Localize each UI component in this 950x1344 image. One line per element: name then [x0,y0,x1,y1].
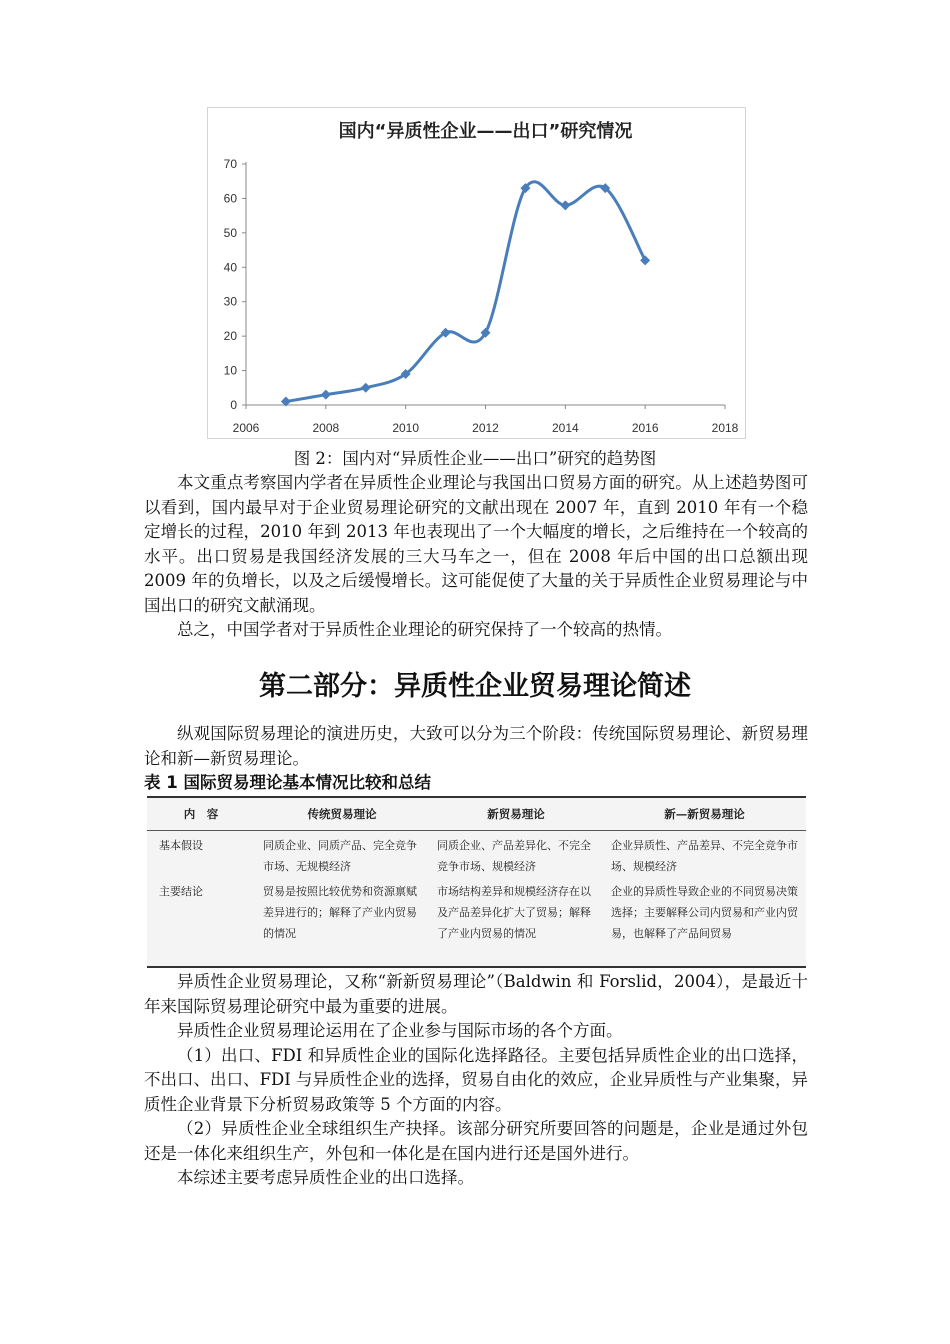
table-header-cell: 内 容 [147,797,255,831]
paragraph: （2）异质性企业全球组织生产抉择。该部分研究所要回答的问题是，企业是通过外包还是一体化来组织生产，外包和一体化是在国内进行还是国外进行。 [144,1119,808,1163]
table-cell: 企业的异质性导致企业的不同贸易决策选择；主要解释公司内贸易和产业内贸易，也解释了产品间贸易 [611,885,798,940]
paragraph: 异质性企业贸易理论运用在了企业参与国际市场的各个方面。 [177,1021,623,1040]
intro-text [144,722,808,771]
paragraph: （1）出口、FDI 和异质性企业的国际化选择路径。主要包括异质性企业的出口选择，不出口、出口、FDI 与异质性企业的选择，贸易自由化的效应，企业异质性与产业集聚，异质性企业背景下分析贸易政策等 5 个方面的内容。 [144,1045,808,1114]
chart-title: 国内“异质性企业——出口”研究情况 [338,121,633,142]
table-cell: 同质企业、产品差异化、不完全竞争市场、规模经济 [437,839,591,873]
figure-caption: 图 2：国内对“异质性企业——出口”研究的趋势图 [293,449,657,468]
body-text-top [144,471,808,643]
data-point-marker [361,383,371,393]
trend-line-chart [208,108,747,440]
paragraph: 总之，中国学者对于异质性企业理论的研究保持了一个较高的热情。 [177,620,672,639]
x-tick-label: 2010 [392,421,420,435]
table-header-cell: 传统贸易理论 [255,797,429,831]
table-cell: 企业异质性、产品差异、不完全竞争市场、规模经济 [611,839,798,873]
section-heading: 第二部分：异质性企业贸易理论简述 [259,671,691,702]
y-tick-label: 70 [223,157,237,171]
data-point-marker [560,200,570,210]
y-tick-label: 60 [223,191,237,206]
table-row [147,831,806,878]
table-title: 表 1 国际贸易理论基本情况比较和总结 [144,773,431,792]
body-text-bottom [144,970,808,1191]
x-tick-label: 2018 [711,421,739,435]
comparison-table [147,796,806,968]
y-tick-label: 40 [223,260,237,275]
x-tick-label: 2012 [472,421,499,435]
x-tick-label: 2008 [312,421,340,435]
table-cell: 贸易是按照比较优势和资源禀赋差异进行的；解释了产业内贸易的情况 [263,885,417,940]
table-cell: 基本假设 [159,839,203,852]
x-tick-label: 2014 [551,421,579,435]
y-tick-label: 10 [223,363,237,378]
x-tick-label: 2006 [232,421,260,435]
table-header-cell: 新—新贸易理论 [603,797,806,831]
trend-chart-figure [207,107,746,439]
x-tick-label: 2016 [631,421,659,435]
table-cell: 主要结论 [159,885,203,898]
y-tick-label: 50 [223,225,237,240]
y-tick-label: 30 [223,294,237,309]
y-tick-label: 0 [230,398,237,412]
data-point-marker [321,390,331,400]
table-row [147,877,806,944]
paragraph: 纵观国际贸易理论的演进历史，大致可以分为三个阶段：传统国际贸易理论、新贸易理论和新—新贸易理论。 [144,724,808,768]
paragraph: 本综述主要考虑异质性企业的出口选择。 [177,1168,474,1187]
table-cell: 市场结构差异和规模经济存在以及产品差异化扩大了贸易；解释了产业内贸易的情况 [437,885,591,940]
table-header-cell: 新贸易理论 [429,797,603,831]
y-tick-label: 20 [223,329,237,344]
table-header-row [147,797,806,831]
paragraph: 本文重点考察国内学者在异质性企业理论与我国出口贸易方面的研究。从上述趋势图可以看到，国内最早对于企业贸易理论研究的文献出现在 2007 年，直到 2010 年有一个稳定增长的过程，2010 年到 2013 年也表现出了一个大幅度的增长，之后维持在一个较高的水平。出口贸易是我国经济发展的三大马车之一，但在 2008 年后中国的出口总额出现 2009 年的负增长，以及之后缓慢增长。这可能促使了大量的关于异质性企业贸易理论与中国出口的研究文献涌现。 [144,473,808,615]
paragraph: 异质性企业贸易理论，又称“新新贸易理论”（Baldwin 和 Forslid，2004），是最近十年来国际贸易理论研究中最为重要的进展。 [144,972,808,1016]
series-line [286,182,645,402]
table-cell: 同质企业、同质产品、完全竞争市场、无规模经济 [263,839,417,873]
data-point-marker [640,255,650,265]
